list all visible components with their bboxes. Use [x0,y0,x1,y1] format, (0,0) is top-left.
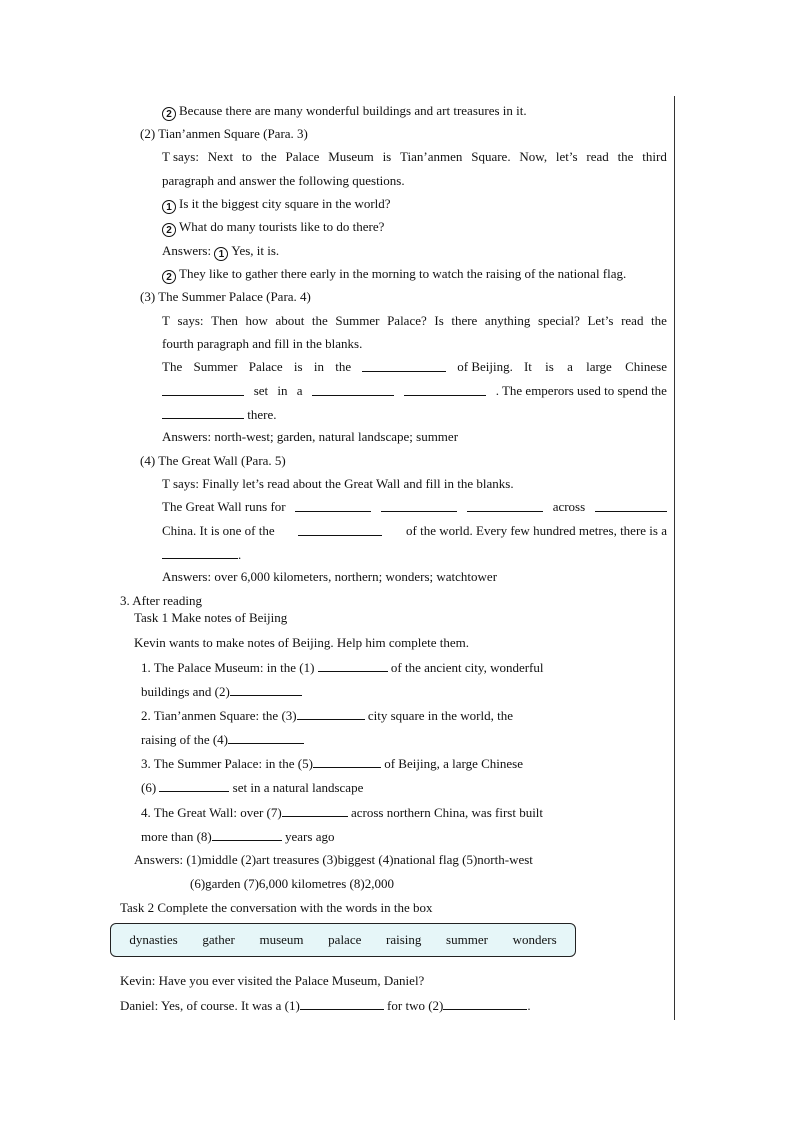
blank[interactable] [162,406,244,419]
task1-intro: Kevin wants to make notes of Beijing. Help him complete them. [134,635,470,650]
blank[interactable] [467,499,543,512]
word-box-item: gather [202,932,235,947]
task1-answers-line1: Answers: (1)middle (2)art treasures (3)biggest (4)national flag (5)north-west [134,852,533,867]
tiananmen-word: Palace [285,149,320,164]
tiananmen-word: read [586,149,609,164]
summer-palace-word: there [451,313,478,328]
blank[interactable] [159,779,229,792]
note-2-line1: 2. Tian’anmen Square: the (3) city square in the world, the [141,708,514,723]
blank[interactable] [381,499,457,512]
blank[interactable] [228,731,304,744]
summer-palace-answers: Answers: north-west; garden, natural landscape; summer [162,429,459,444]
tiananmen-word: to [241,149,252,164]
summer-palace-word: T [162,313,170,328]
note-4-line2: more than (8) years ago [141,829,335,844]
circled-number-1: 1 [162,200,176,214]
summer-palace-fill-line3: there. [162,406,276,423]
blank[interactable] [162,383,244,396]
great-wall-fill-line2: China. It is one of the of the world. Every few hundred metres, there is a [162,523,667,538]
word-box-item: wonders [512,932,557,947]
great-wall-t-says: T says: Finally let’s read about the Great Wall and fill in the blanks. [162,476,514,491]
blank[interactable] [212,828,282,841]
summer-palace-word: Is [434,313,444,328]
task1-title: Task 1 Make notes of Beijing [134,610,288,625]
summer-palace-heading: (3) The Summer Palace (Para. 4) [140,289,311,304]
summer-palace-word: Summer [335,313,380,328]
circled-number-2: 2 [162,107,176,121]
summer-palace-t-says-line1 [162,313,667,329]
blank[interactable] [162,546,238,559]
right-margin-rule [674,96,675,1020]
summer-palace-word: Palace? [387,313,427,328]
summer-palace-word: the [651,313,667,328]
tiananmen-word: Tian’anmen [400,149,463,164]
note-1-line1: 1. The Palace Museum: in the (1) of the ancient city, wonderful [141,660,544,675]
tiananmen-t-says-line1 [162,149,667,165]
note-1-line2: buildings and (2) [141,683,302,700]
summer-palace-word: how [245,313,268,328]
summer-palace-word: Then [211,313,238,328]
blank[interactable] [404,383,486,396]
great-wall-heading: (4) The Great Wall (Para. 5) [140,453,286,468]
note-4-line1: 4. The Great Wall: over (7) across northern China, was first built [141,805,544,820]
summer-palace-t-says-line2: fourth paragraph and fill in the blanks. [162,336,363,351]
circled-number-1: 1 [214,247,228,261]
tiananmen-heading: (2) Tian’anmen Square (Para. 3) [140,126,308,141]
task1-answers-line2: (6)garden (7)6,000 kilometres (8)2,000 [190,876,394,891]
conversation-line-2: Daniel: Yes, of course. It was a (1) for two (2) . [120,998,531,1013]
blank[interactable] [295,499,371,512]
word-box-item: dynasties [129,932,178,947]
blank[interactable] [443,997,527,1010]
summer-palace-word: about [275,313,305,328]
blank[interactable] [282,804,348,817]
task2-title: Task 2 Complete the conversation with the words in the box [120,900,433,915]
after-reading-heading: 3. After reading [120,593,202,608]
tiananmen-question-1: 1 Is it the biggest city square in the world? [162,196,391,214]
tiananmen-word: is [382,149,392,164]
blank[interactable] [297,707,365,720]
word-box-item: summer [446,932,488,947]
summer-palace-fill-line2: set in a . The emperors used to spend the [162,383,667,399]
tiananmen-question-2: 2 What do many tourists like to do there? [162,219,384,237]
word-box-item: raising [386,932,422,947]
palace-answer-2: 2 Because there are many wonderful buildings and art treasures in it. [162,103,527,121]
blank[interactable] [230,683,302,696]
blank[interactable] [313,755,381,768]
summer-palace-fill-line1: The Summer Palace is in the of Beijing. It is a large Chinese [162,359,667,374]
circled-number-2: 2 [162,270,176,284]
tiananmen-word: the [260,149,277,164]
word-box-item: museum [259,932,304,947]
summer-palace-word: the [311,313,328,328]
tiananmen-word: Now, [519,149,548,164]
tiananmen-word: the [617,149,634,164]
great-wall-fill-line1: The Great Wall runs for across [162,499,667,515]
conversation-line-1: Kevin: Have you ever visited the Palace Museum, Daniel? [120,973,425,988]
blank[interactable] [595,499,667,512]
summer-palace-word: says: [177,313,204,328]
tiananmen-answer-2: 2 They like to gather there early in the morning to watch the raising of the national flag. [162,266,626,284]
word-box [110,923,576,957]
note-3-line1: 3. The Summer Palace: in the (5) of Beijing, a large Chinese [141,756,523,771]
blank[interactable] [312,383,394,396]
summer-palace-word: anything [484,313,531,328]
summer-palace-word: Let’s [587,313,614,328]
tiananmen-word: T says: [162,149,199,164]
summer-palace-word: special? [538,313,580,328]
tiananmen-t-says-line2: paragraph and answer the following questions. [162,173,405,188]
tiananmen-word: Next [207,149,234,164]
note-3-line2: (6) set in a natural landscape [141,780,364,795]
tiananmen-word: third [642,149,667,164]
tiananmen-word: Square. [471,149,511,164]
tiananmen-word: Museum [328,149,374,164]
word-box-item: palace [328,932,362,947]
blank[interactable] [318,659,388,672]
great-wall-fill-line3: . [162,546,241,563]
blank[interactable] [300,997,384,1010]
tiananmen-answer-1: Answers: 1 Yes, it is. [162,243,280,260]
great-wall-answers: Answers: over 6,000 kilometers, northern; wonders; watchtower [162,569,498,584]
summer-palace-word: read [621,313,644,328]
note-2-line2: raising of the (4) [141,731,304,748]
circled-number-2: 2 [162,223,176,237]
tiananmen-word: let’s [555,149,578,164]
blank[interactable] [362,359,446,372]
blank[interactable] [298,523,382,536]
